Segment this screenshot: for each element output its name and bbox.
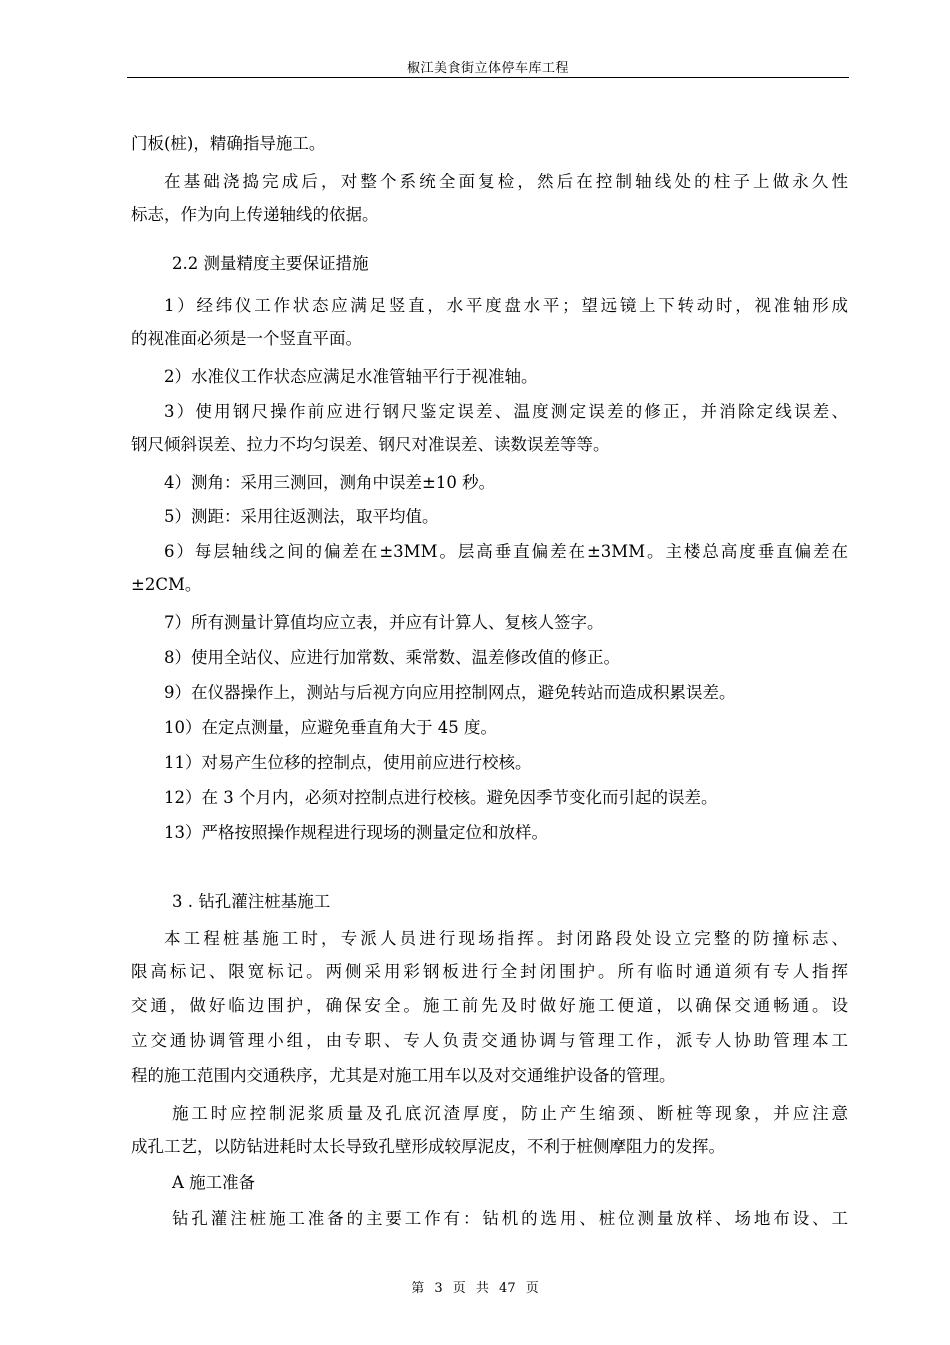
list-item: 5）测距：采用往返测法，取平均值。 — [164, 507, 439, 526]
list-item: 11）对易产生位移的控制点，使用前应进行校核。 — [164, 753, 532, 772]
paragraph-line: 门板(桩)，精确指导施工。 — [131, 134, 326, 153]
list-item: 12）在 3 个月内，必须对控制点进行校核。避免因季节变化而引起的误差。 — [164, 788, 718, 807]
list-item: 4）测角：采用三测回，测角中误差±10 秒。 — [164, 473, 496, 492]
running-header: 椒江美食街立体停车库工程 — [406, 61, 569, 76]
list-item: 7）所有测量计算值均应立表，并应有计算人、复核人签字。 — [164, 613, 604, 632]
list-item: 8）使用全站仪、应进行加常数、乘常数、温差修改值的修正。 — [164, 648, 620, 667]
paragraph-line: 限高标记、限宽标记。两侧采用彩钢板进行全封闭围护。所有临时通道须有专人指挥 — [131, 962, 848, 981]
list-item: 9）在仪器操作上，测站与后视方向应用控制网点，避免转站而造成积累误差。 — [164, 683, 736, 702]
list-item: 钢尺倾斜误差、拉力不均匀误差、钢尺对准误差、读数误差等等。 — [131, 435, 610, 454]
section-heading: 3 . 钻孔灌注桩基施工 — [172, 892, 331, 911]
header-rule — [127, 77, 849, 78]
list-item: 1）经纬仪工作状态应满足竖直，水平度盘水平；望远镜上下转动时，视准轴形成 — [164, 296, 848, 315]
list-item: 的视准面必须是一个竖直平面。 — [131, 329, 362, 348]
paragraph-line: 立交通协调管理小组，由专职、专人负责交通协调与管理工作，派专人协助管理本工 — [131, 1031, 848, 1050]
list-item: 10）在定点测量，应避免垂直角大于 45 度。 — [164, 718, 497, 737]
paragraph-line: 成孔工艺，以防钻进耗时太长导致孔壁形成较厚泥皮，不利于桩侧摩阻力的发挥。 — [131, 1137, 725, 1156]
page-number: 第 3 页 共 47 页 — [411, 1281, 539, 1296]
list-item: 13）严格按照操作规程进行现场的测量定位和放样。 — [164, 823, 548, 842]
paragraph-line: 标志，作为向上传递轴线的依据。 — [131, 205, 379, 224]
list-item: 6）每层轴线之间的偏差在±3MM。层高垂直偏差在±3MM。主楼总高度垂直偏差在 — [164, 542, 848, 561]
subsection-heading: A 施工准备 — [172, 1173, 256, 1192]
paragraph-line: 钻孔灌注桩施工准备的主要工作有：钻机的选用、桩位测量放样、场地布设、工 — [172, 1209, 848, 1228]
paragraph-line: 在基础浇捣完成后，对整个系统全面复检，然后在控制轴线处的柱子上做永久性 — [164, 172, 848, 191]
list-item: 2）水准仪工作状态应满足水准管轴平行于视准轴。 — [164, 367, 538, 386]
list-item: ±2CM。 — [131, 575, 202, 594]
paragraph-line: 交通，做好临边围护，确保安全。施工前先及时做好施工便道，以确保交通畅通。设 — [131, 996, 848, 1015]
paragraph-line: 程的施工范围内交通秩序，尤其是对施工用车以及对交通维护设备的管理。 — [131, 1066, 676, 1085]
paragraph-line: 施工时应控制泥浆质量及孔底沉渣厚度，防止产生缩颈、断桩等现象，并应注意 — [172, 1104, 848, 1123]
list-item: 3）使用钢尺操作前应进行钢尺鉴定误差、温度测定误差的修正，并消除定线误差、 — [164, 402, 848, 421]
section-heading: 2.2 测量精度主要保证措施 — [172, 254, 369, 273]
paragraph-line: 本工程桩基施工时，专派人员进行现场指挥。封闭路段处设立完整的防撞标志、 — [164, 929, 848, 948]
